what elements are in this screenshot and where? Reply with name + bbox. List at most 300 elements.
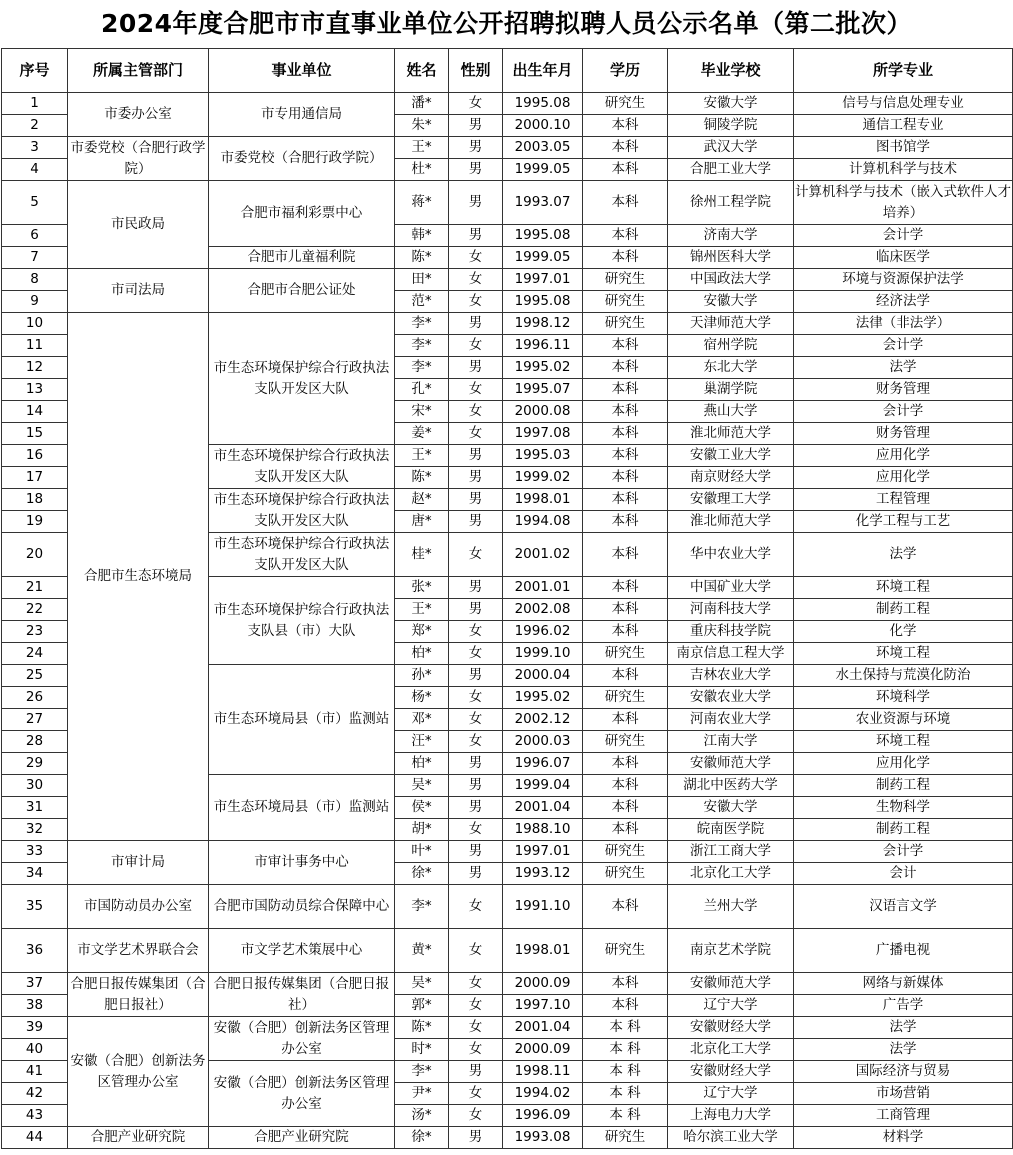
cell-major: 制药工程 xyxy=(794,775,1013,797)
cell-name: 胡* xyxy=(395,819,449,841)
cell-major: 经济法学 xyxy=(794,291,1013,313)
cell-birth: 1998.01 xyxy=(503,489,583,511)
cell-name: 朱* xyxy=(395,115,449,137)
cell-index: 20 xyxy=(2,533,68,577)
cell-birth: 1997.01 xyxy=(503,841,583,863)
cell-name: 李* xyxy=(395,313,449,335)
cell-index: 3 xyxy=(2,137,68,159)
cell-school: 安徽大学 xyxy=(668,797,794,819)
cell-index: 19 xyxy=(2,511,68,533)
cell-major: 法学 xyxy=(794,357,1013,379)
cell-gender: 男 xyxy=(449,753,503,775)
cell-gender: 女 xyxy=(449,291,503,313)
cell-birth: 1998.12 xyxy=(503,313,583,335)
cell-school: 济南大学 xyxy=(668,225,794,247)
cell-birth: 1993.12 xyxy=(503,863,583,885)
cell-education: 研究生 xyxy=(583,643,668,665)
cell-school: 安徽师范大学 xyxy=(668,973,794,995)
cell-major: 材料学 xyxy=(794,1127,1013,1149)
cell-birth: 1994.02 xyxy=(503,1083,583,1105)
cell-education: 本科 xyxy=(583,401,668,423)
cell-major: 水土保持与荒漠化防治 xyxy=(794,665,1013,687)
cell-major: 通信工程专业 xyxy=(794,115,1013,137)
cell-name: 叶* xyxy=(395,841,449,863)
cell-education: 本科 xyxy=(583,753,668,775)
cell-major: 应用化学 xyxy=(794,445,1013,467)
cell-birth: 2001.04 xyxy=(503,1017,583,1039)
cell-gender: 女 xyxy=(449,247,503,269)
cell-birth: 1996.02 xyxy=(503,621,583,643)
cell-education: 本科 xyxy=(583,247,668,269)
cell-school: 河南农业大学 xyxy=(668,709,794,731)
cell-education: 本科 xyxy=(583,621,668,643)
cell-department: 合肥市生态环境局 xyxy=(68,313,209,841)
cell-school: 上海电力大学 xyxy=(668,1105,794,1127)
header-cell-major: 所学专业 xyxy=(794,49,1013,93)
cell-gender: 女 xyxy=(449,973,503,995)
cell-major: 财务管理 xyxy=(794,423,1013,445)
cell-major: 会计学 xyxy=(794,335,1013,357)
cell-major: 生物科学 xyxy=(794,797,1013,819)
cell-birth: 1993.07 xyxy=(503,181,583,225)
cell-birth: 2001.04 xyxy=(503,797,583,819)
header-cell-education: 学历 xyxy=(583,49,668,93)
cell-index: 32 xyxy=(2,819,68,841)
cell-school: 南京艺术学院 xyxy=(668,929,794,973)
cell-index: 14 xyxy=(2,401,68,423)
cell-gender: 男 xyxy=(449,599,503,621)
cell-major: 环境工程 xyxy=(794,577,1013,599)
cell-name: 吴* xyxy=(395,973,449,995)
cell-gender: 女 xyxy=(449,819,503,841)
cell-education: 本科 xyxy=(583,775,668,797)
cell-index: 6 xyxy=(2,225,68,247)
cell-education: 研究生 xyxy=(583,313,668,335)
cell-education: 本 科 xyxy=(583,1039,668,1061)
cell-name: 孙* xyxy=(395,665,449,687)
cell-gender: 男 xyxy=(449,225,503,247)
cell-education: 研究生 xyxy=(583,841,668,863)
cell-birth: 1988.10 xyxy=(503,819,583,841)
cell-index: 2 xyxy=(2,115,68,137)
cell-birth: 1997.01 xyxy=(503,269,583,291)
cell-major: 应用化学 xyxy=(794,467,1013,489)
cell-major: 信号与信息处理专业 xyxy=(794,93,1013,115)
cell-name: 王* xyxy=(395,599,449,621)
cell-school: 湖北中医药大学 xyxy=(668,775,794,797)
cell-index: 5 xyxy=(2,181,68,225)
cell-birth: 2000.04 xyxy=(503,665,583,687)
table-row xyxy=(2,1017,1013,1039)
cell-gender: 女 xyxy=(449,401,503,423)
cell-school: 锦州医科大学 xyxy=(668,247,794,269)
cell-school: 安徽工业大学 xyxy=(668,445,794,467)
cell-birth: 1999.05 xyxy=(503,159,583,181)
cell-index: 31 xyxy=(2,797,68,819)
cell-major: 环境与资源保护法学 xyxy=(794,269,1013,291)
cell-birth: 1999.10 xyxy=(503,643,583,665)
cell-unit: 市生态环境局县（市）监测站 xyxy=(209,775,395,841)
cell-birth: 1996.07 xyxy=(503,753,583,775)
cell-school: 北京化工大学 xyxy=(668,1039,794,1061)
cell-school: 安徽财经大学 xyxy=(668,1017,794,1039)
table-row xyxy=(2,973,1013,995)
cell-name: 时* xyxy=(395,1039,449,1061)
cell-gender: 女 xyxy=(449,1017,503,1039)
cell-education: 本科 xyxy=(583,379,668,401)
cell-gender: 男 xyxy=(449,489,503,511)
cell-gender: 女 xyxy=(449,929,503,973)
table-row xyxy=(2,1127,1013,1149)
cell-major: 会计 xyxy=(794,863,1013,885)
cell-index: 35 xyxy=(2,885,68,929)
cell-school: 安徽师范大学 xyxy=(668,753,794,775)
cell-major: 计算机科学与技术（嵌入式软件人才培养） xyxy=(794,181,1013,225)
cell-gender: 女 xyxy=(449,709,503,731)
cell-school: 安徽理工大学 xyxy=(668,489,794,511)
cell-unit: 合肥市国防动员综合保障中心 xyxy=(209,885,395,929)
cell-gender: 男 xyxy=(449,357,503,379)
cell-education: 研究生 xyxy=(583,863,668,885)
cell-index: 12 xyxy=(2,357,68,379)
cell-name: 田* xyxy=(395,269,449,291)
roster-body xyxy=(2,93,1013,1149)
cell-unit: 市生态环境保护综合行政执法支队开发区大队 xyxy=(209,313,395,445)
table-row xyxy=(2,137,1013,159)
cell-index: 25 xyxy=(2,665,68,687)
header-cell-birth: 出生年月 xyxy=(503,49,583,93)
cell-index: 11 xyxy=(2,335,68,357)
cell-gender: 男 xyxy=(449,467,503,489)
cell-school: 淮北师范大学 xyxy=(668,423,794,445)
cell-index: 39 xyxy=(2,1017,68,1039)
cell-birth: 1995.02 xyxy=(503,357,583,379)
cell-index: 7 xyxy=(2,247,68,269)
cell-education: 研究生 xyxy=(583,731,668,753)
cell-unit: 市生态环境保护综合行政执法支队开发区大队 xyxy=(209,489,395,533)
cell-unit: 市文学艺术策展中心 xyxy=(209,929,395,973)
cell-school: 浙江工商大学 xyxy=(668,841,794,863)
cell-gender: 女 xyxy=(449,731,503,753)
cell-gender: 女 xyxy=(449,269,503,291)
cell-index: 22 xyxy=(2,599,68,621)
cell-school: 华中农业大学 xyxy=(668,533,794,577)
cell-birth: 1994.08 xyxy=(503,511,583,533)
header-cell-school: 毕业学校 xyxy=(668,49,794,93)
cell-name: 陈* xyxy=(395,247,449,269)
cell-major: 制药工程 xyxy=(794,819,1013,841)
cell-name: 韩* xyxy=(395,225,449,247)
cell-education: 本科 xyxy=(583,577,668,599)
cell-major: 法律（非法学） xyxy=(794,313,1013,335)
cell-school: 合肥工业大学 xyxy=(668,159,794,181)
cell-index: 26 xyxy=(2,687,68,709)
cell-unit: 市委党校（合肥行政学院） xyxy=(209,137,395,181)
cell-school: 皖南医学院 xyxy=(668,819,794,841)
cell-major: 市场营销 xyxy=(794,1083,1013,1105)
cell-index: 13 xyxy=(2,379,68,401)
cell-department: 合肥日报传媒集团（合肥日报社） xyxy=(68,973,209,1017)
cell-major: 广播电视 xyxy=(794,929,1013,973)
cell-birth: 1996.11 xyxy=(503,335,583,357)
cell-gender: 女 xyxy=(449,995,503,1017)
cell-major: 广告学 xyxy=(794,995,1013,1017)
cell-name: 汪* xyxy=(395,731,449,753)
cell-education: 本科 xyxy=(583,511,668,533)
cell-school: 安徽农业大学 xyxy=(668,687,794,709)
cell-index: 1 xyxy=(2,93,68,115)
cell-name: 柏* xyxy=(395,753,449,775)
cell-name: 潘* xyxy=(395,93,449,115)
cell-education: 本科 xyxy=(583,445,668,467)
cell-index: 37 xyxy=(2,973,68,995)
cell-unit: 市审计事务中心 xyxy=(209,841,395,885)
cell-department: 安徽（合肥）创新法务区管理办公室 xyxy=(68,1017,209,1127)
cell-education: 本科 xyxy=(583,819,668,841)
cell-unit: 合肥产业研究院 xyxy=(209,1127,395,1149)
cell-school: 北京化工大学 xyxy=(668,863,794,885)
cell-name: 蒋* xyxy=(395,181,449,225)
cell-index: 43 xyxy=(2,1105,68,1127)
cell-birth: 1995.08 xyxy=(503,225,583,247)
cell-education: 本 科 xyxy=(583,1105,668,1127)
cell-education: 本科 xyxy=(583,115,668,137)
cell-education: 本科 xyxy=(583,225,668,247)
cell-index: 8 xyxy=(2,269,68,291)
cell-school: 东北大学 xyxy=(668,357,794,379)
cell-school: 淮北师范大学 xyxy=(668,511,794,533)
cell-index: 4 xyxy=(2,159,68,181)
cell-education: 本科 xyxy=(583,181,668,225)
cell-name: 柏* xyxy=(395,643,449,665)
cell-education: 本科 xyxy=(583,423,668,445)
table-row xyxy=(2,93,1013,115)
cell-major: 图书馆学 xyxy=(794,137,1013,159)
cell-school: 中国政法大学 xyxy=(668,269,794,291)
cell-school: 南京信息工程大学 xyxy=(668,643,794,665)
cell-name: 宋* xyxy=(395,401,449,423)
cell-unit: 合肥市儿童福利院 xyxy=(209,247,395,269)
cell-major: 化学工程与工艺 xyxy=(794,511,1013,533)
cell-name: 邓* xyxy=(395,709,449,731)
cell-school: 哈尔滨工业大学 xyxy=(668,1127,794,1149)
cell-education: 研究生 xyxy=(583,687,668,709)
page-title: 2024年度合肥市市直事业单位公开招聘拟聘人员公示名单（第二批次） xyxy=(100,9,913,38)
cell-birth: 2000.03 xyxy=(503,731,583,753)
cell-index: 33 xyxy=(2,841,68,863)
table-row xyxy=(2,929,1013,973)
cell-school: 安徽大学 xyxy=(668,93,794,115)
cell-gender: 女 xyxy=(449,621,503,643)
cell-gender: 男 xyxy=(449,577,503,599)
cell-birth: 1995.08 xyxy=(503,93,583,115)
header-cell-name: 姓名 xyxy=(395,49,449,93)
cell-gender: 男 xyxy=(449,159,503,181)
cell-birth: 2001.01 xyxy=(503,577,583,599)
cell-index: 16 xyxy=(2,445,68,467)
cell-education: 研究生 xyxy=(583,93,668,115)
table-row xyxy=(2,181,1013,225)
cell-school: 江南大学 xyxy=(668,731,794,753)
cell-major: 会计学 xyxy=(794,841,1013,863)
cell-department: 合肥产业研究院 xyxy=(68,1127,209,1149)
cell-school: 宿州学院 xyxy=(668,335,794,357)
cell-index: 30 xyxy=(2,775,68,797)
cell-school: 武汉大学 xyxy=(668,137,794,159)
cell-name: 杨* xyxy=(395,687,449,709)
cell-name: 陈* xyxy=(395,1017,449,1039)
cell-name: 张* xyxy=(395,577,449,599)
cell-department: 市国防动员办公室 xyxy=(68,885,209,929)
cell-birth: 2002.12 xyxy=(503,709,583,731)
cell-school: 兰州大学 xyxy=(668,885,794,929)
cell-major: 法学 xyxy=(794,1039,1013,1061)
cell-school: 天津师范大学 xyxy=(668,313,794,335)
cell-major: 国际经济与贸易 xyxy=(794,1061,1013,1083)
cell-name: 李* xyxy=(395,885,449,929)
cell-gender: 男 xyxy=(449,181,503,225)
cell-major: 计算机科学与技术 xyxy=(794,159,1013,181)
header-cell-unit: 事业单位 xyxy=(209,49,395,93)
cell-birth: 1995.07 xyxy=(503,379,583,401)
cell-unit: 合肥日报传媒集团（合肥日报社） xyxy=(209,973,395,1017)
cell-school: 巢湖学院 xyxy=(668,379,794,401)
cell-school: 南京财经大学 xyxy=(668,467,794,489)
cell-major: 环境科学 xyxy=(794,687,1013,709)
cell-birth: 2000.10 xyxy=(503,115,583,137)
cell-index: 24 xyxy=(2,643,68,665)
cell-gender: 女 xyxy=(449,643,503,665)
header-cell-department: 所属主管部门 xyxy=(68,49,209,93)
cell-name: 杜* xyxy=(395,159,449,181)
cell-education: 本 科 xyxy=(583,1083,668,1105)
cell-index: 18 xyxy=(2,489,68,511)
cell-major: 临床医学 xyxy=(794,247,1013,269)
cell-major: 环境工程 xyxy=(794,643,1013,665)
cell-gender: 男 xyxy=(449,313,503,335)
cell-unit: 市专用通信局 xyxy=(209,93,395,137)
cell-education: 本 科 xyxy=(583,1017,668,1039)
cell-unit: 市生态环境局县（市）监测站 xyxy=(209,665,395,775)
cell-name: 徐* xyxy=(395,1127,449,1149)
cell-gender: 女 xyxy=(449,1105,503,1127)
cell-name: 王* xyxy=(395,445,449,467)
table-row xyxy=(2,269,1013,291)
cell-education: 本科 xyxy=(583,335,668,357)
cell-major: 财务管理 xyxy=(794,379,1013,401)
cell-education: 本科 xyxy=(583,797,668,819)
cell-education: 本科 xyxy=(583,159,668,181)
cell-index: 15 xyxy=(2,423,68,445)
cell-school: 中国矿业大学 xyxy=(668,577,794,599)
cell-education: 本科 xyxy=(583,709,668,731)
cell-name: 侯* xyxy=(395,797,449,819)
cell-school: 辽宁大学 xyxy=(668,995,794,1017)
cell-education: 本科 xyxy=(583,137,668,159)
cell-name: 汤* xyxy=(395,1105,449,1127)
cell-major: 汉语言文学 xyxy=(794,885,1013,929)
cell-name: 郑* xyxy=(395,621,449,643)
cell-school: 重庆科技学院 xyxy=(668,621,794,643)
cell-major: 工程管理 xyxy=(794,489,1013,511)
cell-birth: 1998.11 xyxy=(503,1061,583,1083)
cell-school: 燕山大学 xyxy=(668,401,794,423)
cell-gender: 男 xyxy=(449,1061,503,1083)
cell-index: 21 xyxy=(2,577,68,599)
cell-school: 吉林农业大学 xyxy=(668,665,794,687)
cell-education: 本科 xyxy=(583,489,668,511)
cell-unit: 合肥市合肥公证处 xyxy=(209,269,395,313)
cell-gender: 男 xyxy=(449,511,503,533)
cell-education: 本科 xyxy=(583,665,668,687)
cell-unit: 安徽（合肥）创新法务区管理办公室 xyxy=(209,1061,395,1127)
cell-gender: 男 xyxy=(449,841,503,863)
cell-name: 孔* xyxy=(395,379,449,401)
cell-school: 辽宁大学 xyxy=(668,1083,794,1105)
cell-name: 徐* xyxy=(395,863,449,885)
cell-birth: 1995.08 xyxy=(503,291,583,313)
table-row xyxy=(2,313,1013,335)
cell-birth: 2001.02 xyxy=(503,533,583,577)
cell-birth: 1991.10 xyxy=(503,885,583,929)
table-row xyxy=(2,841,1013,863)
cell-index: 9 xyxy=(2,291,68,313)
cell-name: 尹* xyxy=(395,1083,449,1105)
cell-major: 化学 xyxy=(794,621,1013,643)
cell-name: 黄* xyxy=(395,929,449,973)
cell-education: 本科 xyxy=(583,973,668,995)
cell-index: 34 xyxy=(2,863,68,885)
cell-education: 研究生 xyxy=(583,929,668,973)
cell-birth: 2000.09 xyxy=(503,1039,583,1061)
table-row xyxy=(2,885,1013,929)
cell-name: 李* xyxy=(395,335,449,357)
cell-education: 本科 xyxy=(583,885,668,929)
cell-name: 郭* xyxy=(395,995,449,1017)
cell-gender: 女 xyxy=(449,533,503,577)
cell-birth: 2000.08 xyxy=(503,401,583,423)
cell-education: 研究生 xyxy=(583,291,668,313)
cell-major: 农业资源与环境 xyxy=(794,709,1013,731)
cell-birth: 1993.08 xyxy=(503,1127,583,1149)
cell-education: 本 科 xyxy=(583,1061,668,1083)
cell-education: 本科 xyxy=(583,467,668,489)
cell-gender: 男 xyxy=(449,797,503,819)
cell-education: 本科 xyxy=(583,599,668,621)
cell-name: 赵* xyxy=(395,489,449,511)
cell-birth: 2000.09 xyxy=(503,973,583,995)
cell-birth: 1995.03 xyxy=(503,445,583,467)
cell-index: 41 xyxy=(2,1061,68,1083)
cell-gender: 女 xyxy=(449,93,503,115)
header-row xyxy=(2,49,1013,93)
cell-department: 市民政局 xyxy=(68,181,209,269)
cell-major: 工商管理 xyxy=(794,1105,1013,1127)
cell-name: 王* xyxy=(395,137,449,159)
cell-department: 市审计局 xyxy=(68,841,209,885)
cell-name: 桂* xyxy=(395,533,449,577)
cell-index: 28 xyxy=(2,731,68,753)
cell-school: 安徽大学 xyxy=(668,291,794,313)
cell-index: 23 xyxy=(2,621,68,643)
cell-name: 李* xyxy=(395,1061,449,1083)
cell-birth: 1995.02 xyxy=(503,687,583,709)
cell-gender: 男 xyxy=(449,137,503,159)
cell-unit: 市生态环境保护综合行政执法支队开发区大队 xyxy=(209,533,395,577)
cell-education: 本科 xyxy=(583,533,668,577)
cell-major: 会计学 xyxy=(794,225,1013,247)
cell-birth: 2002.08 xyxy=(503,599,583,621)
